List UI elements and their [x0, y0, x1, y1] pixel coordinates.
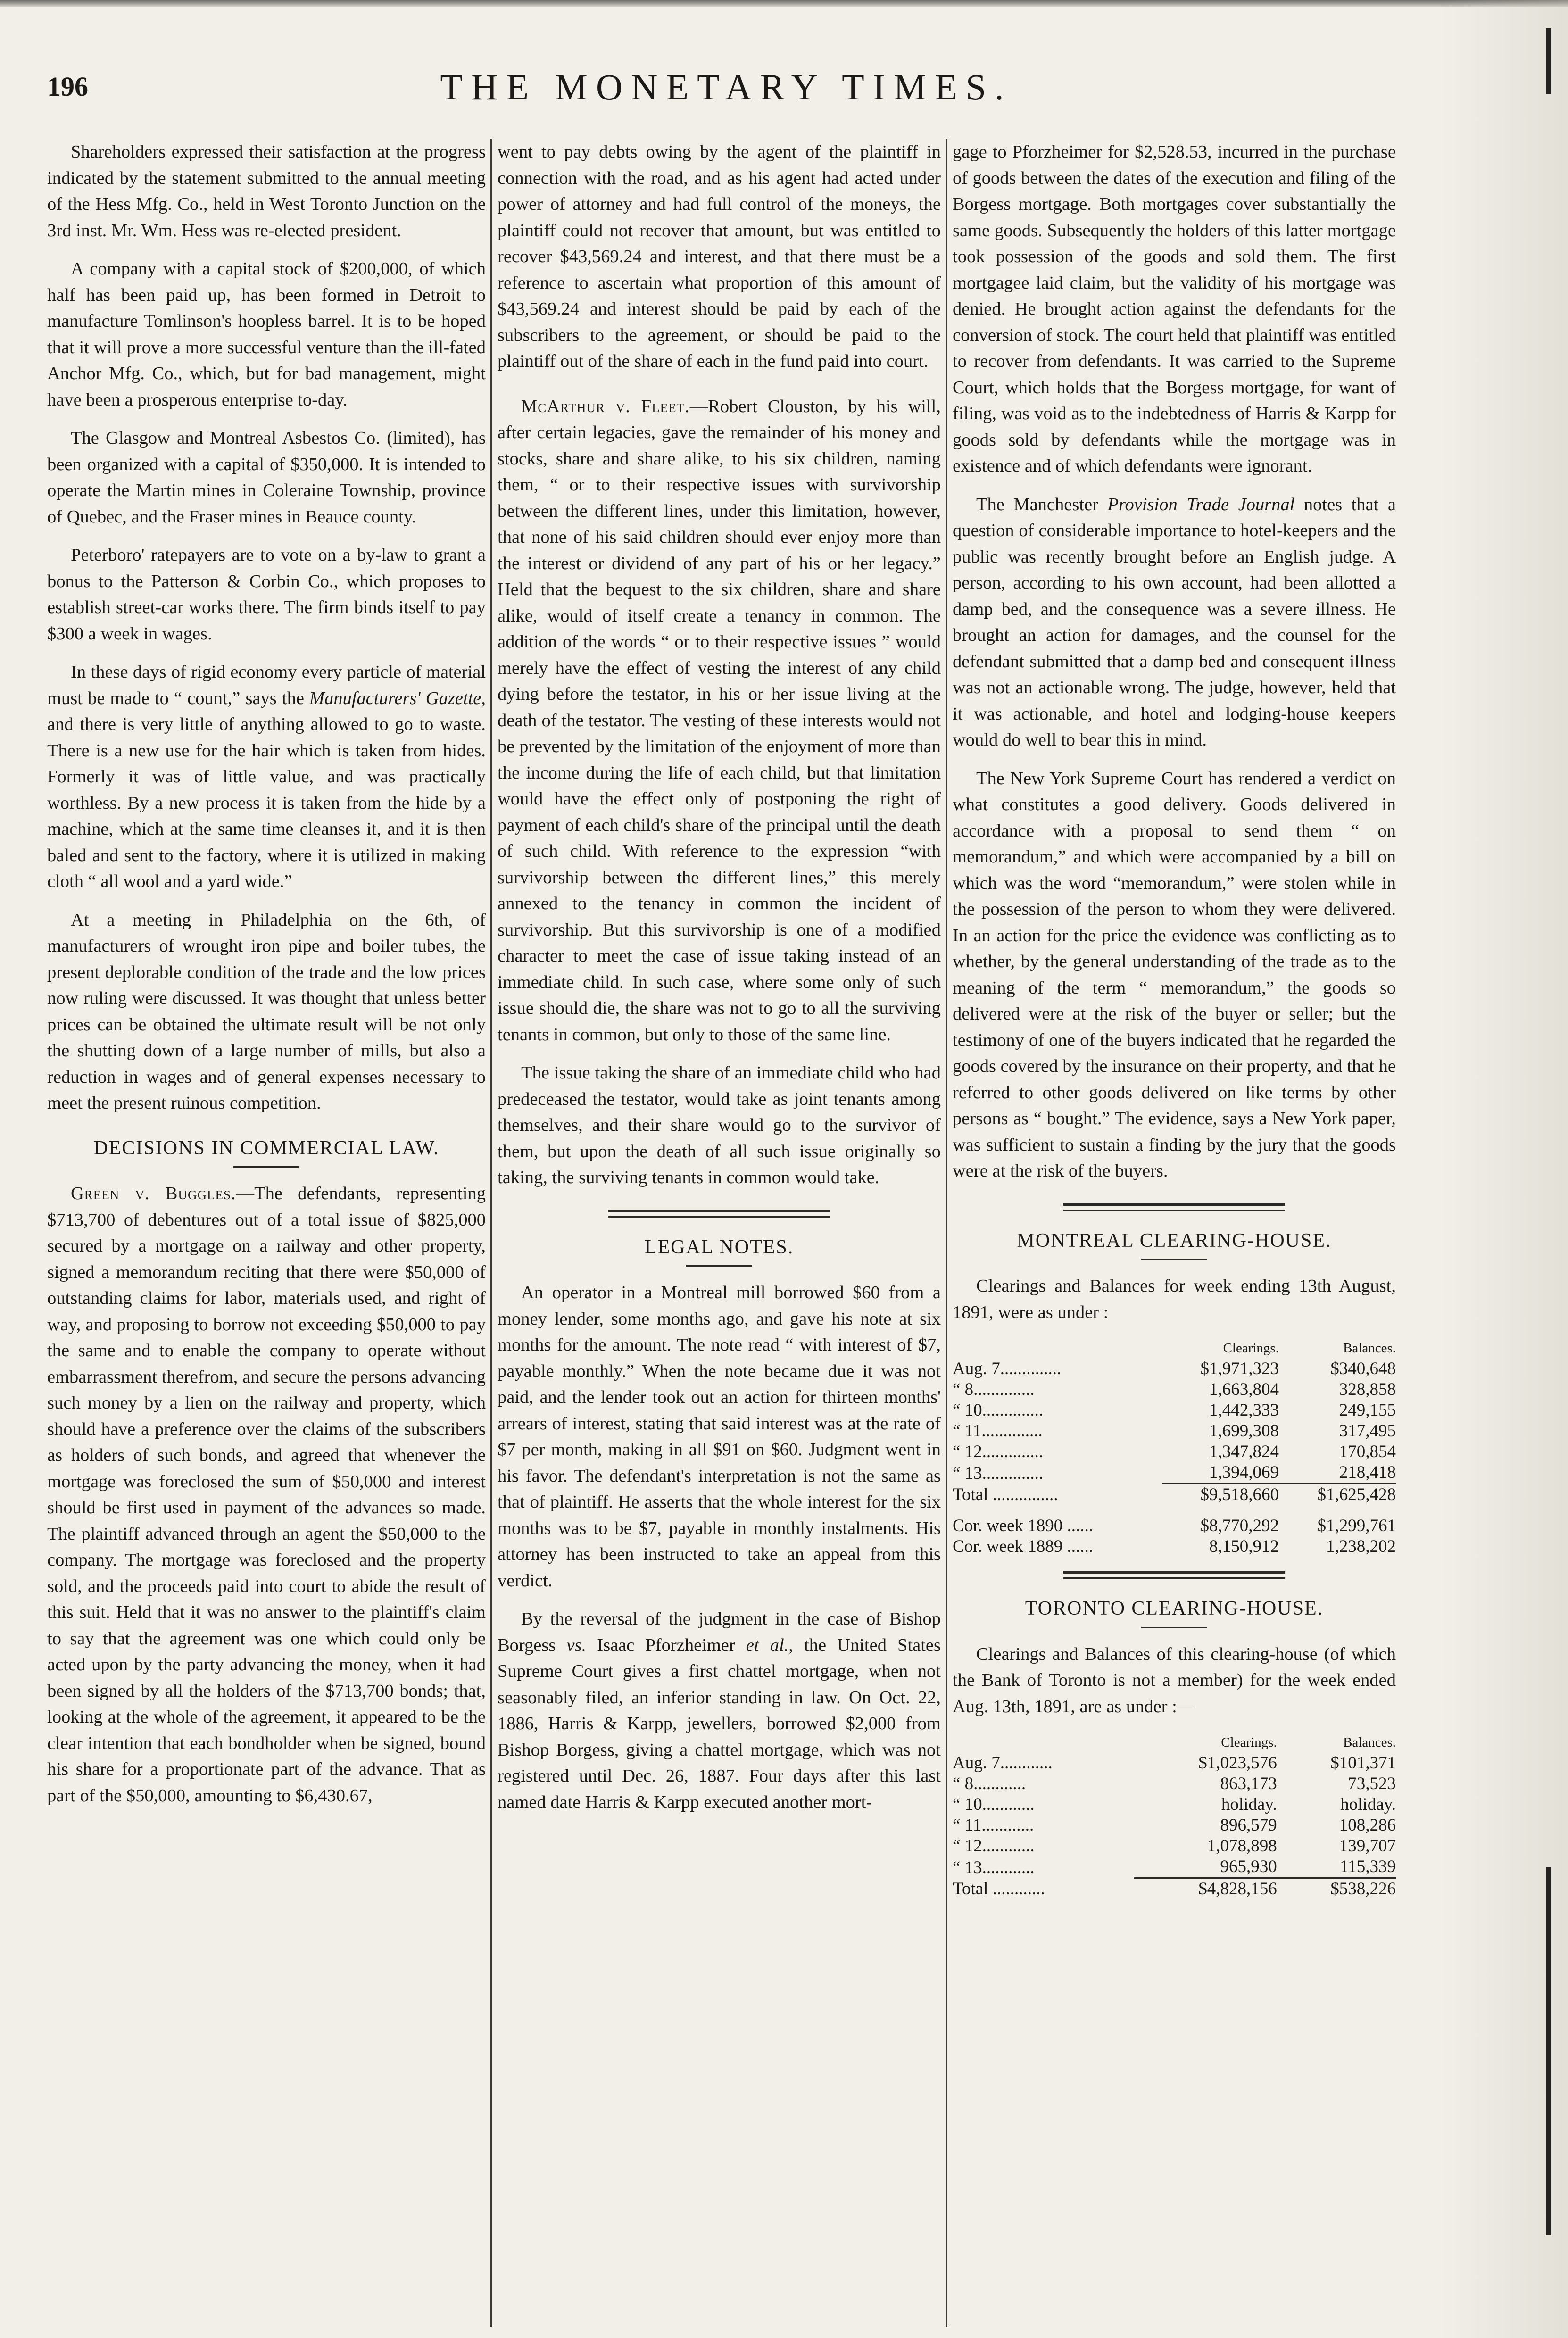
balances-cell: 115,339 — [1340, 1857, 1396, 1876]
clearings-cell: 1,442,333 — [1209, 1401, 1279, 1420]
column-2 — [498, 139, 941, 2327]
heading-rule — [686, 1265, 752, 1267]
balances-cell: holiday. — [1340, 1795, 1396, 1814]
date-cell: Aug. 7.............. — [953, 1359, 1062, 1378]
clearings-cell: 1,663,804 — [1209, 1380, 1279, 1399]
text-run: , the United States Supreme Court gives a first chattel mortgage, when not seasonably filed, an inferior standing in law. On Oct. 22, 1886, Harris & Karpp, jewellers, borrowed $2,000 from Bishop Borgess, giving a chattel mortgage, which was not registered until Dec. 26, 1887. Four days after this last named date Harris & Karpp executed another mort- — [498, 1635, 941, 1812]
table-row — [953, 1379, 1396, 1400]
news-paragraph: Peterboro' ratepayers are to vote on a by-law to grant a bonus to the Patterson & Corbin Co., which proposes to establish street-car works there. The firm binds itself to pay $300 a week in wages. — [47, 545, 486, 644]
total-balances: $538,226 — [1277, 1878, 1396, 1900]
clearings-cell: $1,971,323 — [1200, 1359, 1279, 1378]
text-run: , and there is very little of anything allowed to go to waste. There is a new use for the hair which is taken from hides. Formerly it was of little value, and was practically worthless. By a new process it is taken from the hide by a machine, which at the same time cleanses it, and it is then baled and sent to the factory, where it is utilized in making cloth “ all wool and a yard wide.” — [47, 688, 486, 891]
table-row — [953, 1836, 1396, 1857]
montreal-clearing-heading: MONTREAL CLEARING-HOUSE. — [1017, 1229, 1332, 1252]
column-3 — [953, 139, 1396, 2327]
news-paragraph: Shareholders expressed their satisfaction at the progress indicated by the statement submitted to the annual meeting of the Hess Mfg. Co., held in West Toronto Junction on the 3rd inst. Mr. Wm. Hess was re-elected president. — [47, 142, 486, 240]
clearings-cell: holiday. — [1221, 1795, 1277, 1814]
total-clearings: $4,828,156 — [1134, 1878, 1277, 1900]
news-paragraph: A company with a capital stock of $200,000, of which half has been paid up, has been formed in Detroit to manufacture Tomlinson's hoopless barrel. It is to be hoped that it will prove a more successful venture than the ill-fated Anchor Mfg. Co., which, but for bad management, might have been a prosperous enterprise to-day. — [47, 259, 486, 410]
clearings-cell: 896,579 — [1220, 1816, 1277, 1835]
page-top-edge — [0, 0, 1568, 7]
heading-rule — [233, 1166, 299, 1168]
table-row — [953, 1794, 1396, 1815]
case-paragraph: The issue taking the share of an immediate child who had predeceased the testator, would take as joint tenants among themselves, and their share would go to the survivor of them, but upon the death of all such issue originally so taking, the surviving tenants in common would take. — [498, 1063, 941, 1187]
clearings-cell: 1,394,069 — [1209, 1463, 1279, 1482]
section-heading: DECISIONS IN COMMERCIAL LAW. — [93, 1137, 440, 1159]
news-paragraph: An operator in a Montreal mill borrowed $60 from a money lender, some months ago, and gave his note at six months for the amount. The note read “ with interest of $7, payable monthly.” When the note became due it was not paid, and the lender took out an action for thirteen months' arrears of interest, stating that said interest was at the rate of $7 per month, making in all $91 on $60. Judgment went in his favor. The defendant's interpretation is not the same as that of plaintiff. He asserts that the whole interest for the six months was to be $7, payable in monthly instalments. His attorney has been instructed to take an appeal from this verdict. — [498, 1283, 941, 1591]
heading-rule — [1141, 1259, 1207, 1260]
date-cell: “ 12............ — [953, 1836, 1035, 1856]
balances-cell: 218,418 — [1339, 1463, 1396, 1482]
case-paragraph — [47, 1181, 486, 1809]
comparison-label: Cor. week 1889 ...... — [953, 1537, 1094, 1556]
balances-cell: 170,854 — [1339, 1442, 1396, 1461]
comparison-label: Cor. week 1890 ...... — [953, 1516, 1094, 1535]
news-paragraph: gage to Pforzheimer for $2,528.53, incurred in the purchase of goods between the dates of the execution and filing of the Borgess mortgage. Both mortgages cover substantially the same goods. Subsequently the holders of this latter mortgage took possession of the goods and sold them. The first mortgagee laid claim, but the validity of his mortgage was denied. He brought action against the defendants for the conversion of stock. The court held that plaintiff was entitled to recover from defendants. It was carried to the Supreme Court, which holds that the Borgess mortgage, for want of filing, was void as to the indebtedness of Harris & Karpp for goods sold by defendants while the mortgage was in existence and of which defendants were ignorant. — [953, 142, 1396, 476]
section-divider — [608, 1210, 830, 1218]
clearings-cell: $8,770,292 — [1200, 1516, 1279, 1535]
total-label: Total ............... — [953, 1485, 1058, 1504]
balances-cell: $1,299,761 — [1317, 1516, 1396, 1535]
text-run: et al. — [746, 1635, 789, 1655]
balances-cell: 317,495 — [1339, 1421, 1396, 1441]
toronto-clearing-intro: Clearings and Balances of this clearing-house (of which the Bank of Toronto is not a member) for the week ended Aug. 13th, 1891, are as under :— — [953, 1644, 1396, 1716]
table-header-row — [953, 1338, 1396, 1359]
date-cell: “ 10.............. — [953, 1401, 1044, 1420]
clearings-cell: 8,150,912 — [1209, 1537, 1279, 1556]
table-row — [953, 1442, 1396, 1462]
column-header: Clearings. — [1223, 1341, 1279, 1356]
news-paragraph — [953, 492, 1396, 754]
heading-rule — [1141, 1627, 1207, 1628]
case-text: —The defendants, representing $713,700 of debentures out of a total issue of $825,000 secured by a mortgage on a railway and other property, signed a memorandum reciting that there were $50,000 of outstanding claims for labor, materials used, and right of way, and proposing to borrow not exceeding $50,000 to pay the same and to enable the company to operate without embarrassment therefrom, and secure the persons advancing such money by a lien on the railway and property, which should have a preference over the claims of the subscribers as holders of such bonds, and agreed that whenever the mortgage was foreclosed the sum of $50,000 and interest should be first used in payment of the advances so made. The plaintiff advanced through an agent the $50,000 to the company. The mortgage was foreclosed and the property sold, and the proceeds paid into court to abide the result of this suit. Held that it was no answer to the plaintiff's claim to say that the agreement was one which could only be acted upon by the party advancing the money, when it had been signed by all the holders of the $713,700 bonds; that, looking at the whole of the agreement, it appeared to be the clear intention that each bondholder when be signed, bound his share for a proportionate part of the advance. That as part of the $50,000, amounting to $6,430.67, — [47, 1184, 486, 1806]
section-heading: LEGAL NOTES. — [644, 1236, 794, 1258]
toronto-clearing-table — [953, 1732, 1396, 1899]
column-divider — [946, 139, 947, 2327]
text-run: vs. — [566, 1635, 587, 1655]
table-row — [953, 1857, 1396, 1878]
news-paragraph — [47, 659, 486, 895]
balances-cell: 139,707 — [1339, 1836, 1396, 1856]
table-row — [953, 1815, 1396, 1836]
table-row — [953, 1359, 1396, 1379]
clearings-cell: 863,173 — [1220, 1774, 1277, 1793]
balances-cell: $101,371 — [1330, 1753, 1396, 1773]
page-header — [47, 66, 1405, 127]
table-row — [953, 1462, 1396, 1484]
case-name: McArthur v. Fleet. — [521, 396, 690, 416]
balances-cell: 328,858 — [1339, 1380, 1396, 1399]
date-cell: “ 13............ — [953, 1857, 1035, 1877]
text-run: Isaac Pforzheimer — [586, 1635, 746, 1655]
news-paragraph: The Glasgow and Montreal Asbestos Co. (limited), has been organized with a capital of $350,000. It is intended to operate the Martin mines in Coleraine Township, province of Quebec, and the Fraser mines in Beauce county. — [47, 428, 486, 527]
table-row — [953, 1753, 1396, 1774]
clearings-cell: 965,930 — [1220, 1857, 1277, 1876]
page-number: 196 — [47, 71, 88, 102]
total-row — [953, 1878, 1396, 1900]
table-row — [953, 1421, 1396, 1442]
clearings-cell: $1,023,576 — [1198, 1753, 1277, 1773]
date-cell: Aug. 7............ — [953, 1753, 1053, 1773]
binding-mark — [1546, 28, 1551, 94]
balances-cell: 1,238,202 — [1326, 1537, 1396, 1556]
publication-name: Provision Trade Journal — [1107, 494, 1295, 514]
balances-cell: 73,523 — [1348, 1774, 1396, 1793]
date-cell: “ 8............ — [953, 1774, 1026, 1793]
table-row — [953, 1774, 1396, 1794]
date-cell: “ 11.............. — [953, 1421, 1043, 1441]
balances-cell: $340,648 — [1330, 1359, 1396, 1378]
binding-mark — [1546, 1867, 1551, 2235]
clearings-cell: 1,699,308 — [1209, 1421, 1279, 1441]
masthead-title: THE MONETARY TIMES. — [440, 66, 1012, 108]
column-1 — [47, 139, 486, 2327]
balances-cell: 249,155 — [1339, 1401, 1396, 1420]
news-paragraph — [498, 1606, 941, 1816]
text-run: By the reversal of the judgment in the case of Bishop Borgess — [498, 1609, 941, 1655]
news-paragraph: The New York Supreme Court has rendered a verdict on what constitutes a good delivery. Goods delivered in accordance with a proposal to send them “ on memorandum,” and which were accompanied by a bill on which was the word “memorandum,” were stolen while in the possession of the person to whom they were delivered. In an action for the price the evidence was conflicting as to whether, by the general understanding of the trade as to the meaning of the term “ memorandum,” the goods so delivered were at the risk of the buyer or seller; but the testimony of one of the buyers indicated that he regarded the goods covered by the insurance on their property, and that he referred to other goods delivered on like terms by other persons as “ bought.” The evidence, says a New York paper, was sufficient to sustain a finding by the jury that the goods were at the risk of the buyers. — [953, 768, 1396, 1181]
clearings-cell: 1,078,898 — [1207, 1836, 1277, 1856]
comparison-row — [953, 1536, 1396, 1557]
date-cell: “ 10............ — [953, 1795, 1035, 1814]
total-label: Total ............ — [953, 1879, 1045, 1899]
total-row — [953, 1484, 1396, 1506]
toronto-clearing-heading: TORONTO CLEARING-HOUSE. — [1025, 1598, 1324, 1619]
table-header-row — [953, 1732, 1396, 1753]
date-cell: “ 8.............. — [953, 1380, 1035, 1399]
column-header: Balances. — [1343, 1341, 1396, 1356]
column-header: Clearings. — [1221, 1735, 1277, 1750]
column-divider — [490, 139, 492, 2327]
table-row — [953, 1400, 1396, 1421]
date-cell: “ 11............ — [953, 1816, 1034, 1835]
date-cell: “ 12.............. — [953, 1442, 1044, 1461]
clearings-cell: 1,347,824 — [1209, 1442, 1279, 1461]
case-name: Green v. Buggles. — [71, 1184, 236, 1203]
balances-cell: 108,286 — [1339, 1816, 1396, 1835]
news-paragraph: At a meeting in Philadelphia on the 6th, of manufacturers of wrought iron pipe and boiler tubes, the present deplorable condition of the trade and the low prices now ruling were discussed. It was thought that unless better prices can be obtained the ultimate result will be not only the shutting down of a large number of mills, but also a reduction in wages and of general expenses necessary to meet the present ruinous competition. — [47, 910, 486, 1113]
montreal-clearing-intro: Clearings and Balances for week ending 13th August, 1891, were as under : — [953, 1276, 1396, 1322]
total-balances: $1,625,428 — [1279, 1484, 1396, 1506]
column-header: Balances. — [1343, 1735, 1396, 1750]
publication-name: Manufacturers' Gazette — [309, 688, 481, 708]
case-paragraph — [498, 394, 941, 1048]
total-clearings: $9,518,660 — [1162, 1484, 1279, 1506]
text-run: The Manchester — [976, 494, 1108, 514]
date-cell: “ 13.............. — [953, 1463, 1044, 1483]
section-divider — [1063, 1203, 1285, 1211]
text-run: notes that a question of considerable importance to hotel-keepers and the public was recently brought before an English judge. A person, according to his own account, had been allotted a damp bed, and the consequence was a severe illness. He brought an action for damages, and the counsel for the defendant submitted that a damp bed and consequent illness was not an actionable wrong. The judge, however, held that it was actionable, and hotel and lodging-house keepers would do well to bear this in mind. — [953, 494, 1396, 750]
case-text: —Robert Clouston, by his will, after certain legacies, gave the remainder of his money and stocks, share and share alike, to his six children, naming them, “ or to their respective issues with survivorship between the different lines, under this limitation, however, that none of his said children should ever enjoy more than the interest or dividend of any part of his or her legacy.” Held that the bequest to the six children, share and share alike, would of itself create a tenancy in common. The addition of the words “ or to their respective issues ” would merely have the effect of vesting the interest of any child dying before the testator, in his or her issue living at the death of the testator. The vesting of these interests would not be prevented by the limitation of the enjoyment of more than the income during the life of each child, but that limitation would have the effect only of postponing the right of payment of each child's share of the principal until the death of such child. With reference to the expression “with survivorship between the different lines,” this merely annexed to the tenancy in common the incident of survivorship. But this survivorship is one of a modified character to meet the case of issue taking instead of an immediate child. In such case, where some only of such issue should die, the share was not to go to all the surviving tenants in common, but only to those of the same line. — [498, 396, 941, 1045]
montreal-clearing-table — [953, 1338, 1396, 1557]
comparison-row — [953, 1516, 1396, 1536]
case-paragraph: went to pay debts owing by the agent of the plaintiff in connection with the road, and as his agent had acted under power of attorney and had full control of the moneys, the plaintiff could not recover that amount, but was entitled to recover $43,569.24 and interest, and that there must be a reference to ascertain what proportion of this amount of $43,569.24 and interest should be paid by each of the subscribers to the agreement, or should be paid to the plaintiff out of the share of each in the fund paid into court. — [498, 142, 941, 371]
section-divider — [1063, 1571, 1285, 1579]
text-run: In these days of rigid economy every particle of material must be made to “ count,” says the — [47, 662, 486, 708]
